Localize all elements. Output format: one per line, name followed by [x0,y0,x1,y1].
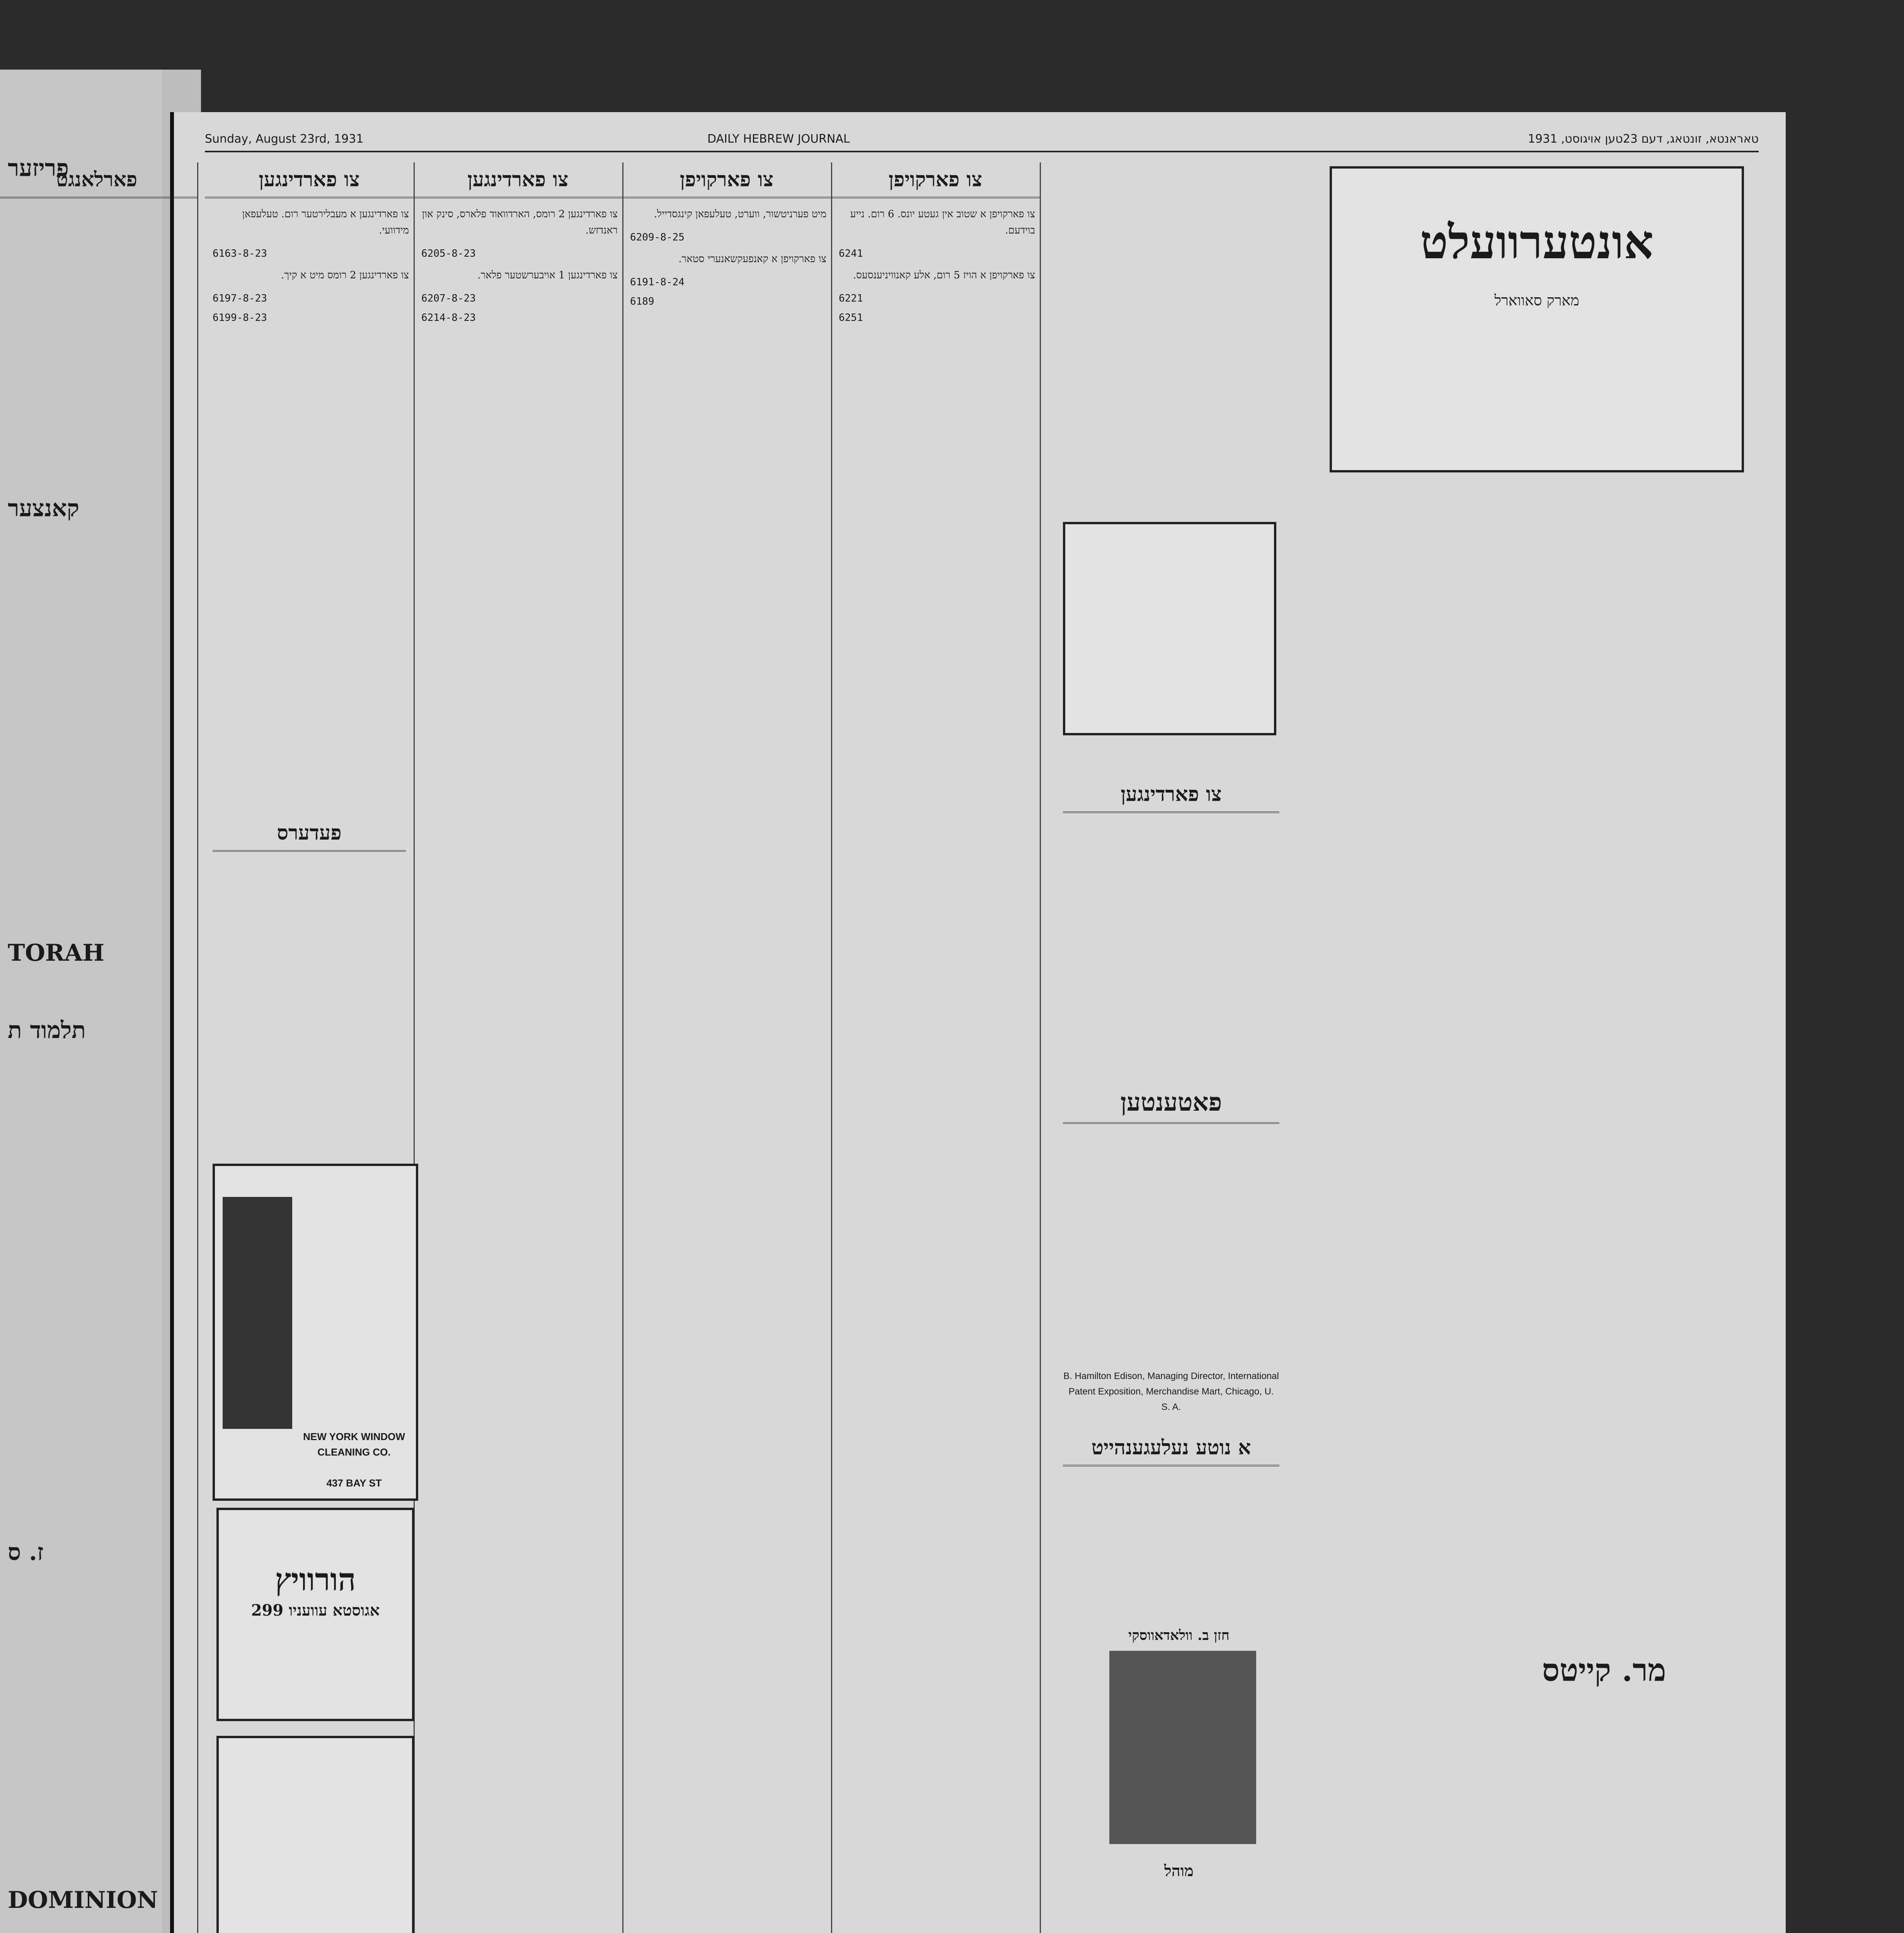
column-for-sale-1 [831,162,1041,1933]
opportunity-header: א נוטע נעלעגענהייט [1063,1430,1279,1466]
column-header: צו פארדינגען [414,162,622,198]
edge-fragment: DOMINION [8,1887,158,1914]
ad-number: 6207-8-23 [421,293,476,304]
ad-number: 6221 [839,293,863,304]
ad-number: 6197-8-23 [213,293,267,304]
column-header: פארלאנגט [0,162,197,198]
cantor-name: חזן ב. וולאדאווסקי [1128,1627,1230,1643]
cantor-caption: מוהל [1164,1862,1194,1880]
cleaning-address: 437 BAY ST [326,1477,382,1489]
classified-entry: מיט פערניטשור, ווערט, טעלעפאן קינגסדייל. [654,208,826,220]
horowitz-name: הורוויץ [275,1561,356,1598]
ticket-office-ad [216,1736,414,1933]
cleaning-ad [213,1164,418,1501]
column-header: צו פארקויפן [622,162,831,198]
classified-entry: צו פארקויפן א הויז 5 רום, אלע קאנוויניענסעס. [853,269,1035,281]
edge-fragment: קאנצער [8,495,80,522]
ad-number: 6241 [839,248,863,259]
classified-entry: צו פארקויפן א שטוב אין געטע יונס. 6 רום. נייע בוידעם. [850,208,1035,236]
cleaning-company-name: NEW YORK WINDOW CLEANING CO. [303,1431,405,1458]
classified-entry: צו פארדינגען 2 רומס, הארדוואוד פלארס, סינק און ראנדזש. [422,208,618,236]
classified-entry: צו פארדינגען 2 רומס מיט א קיך. [281,269,409,281]
column-for-sale-2 [622,162,832,1933]
paper-name: DAILY HEBREW JOURNAL [707,132,850,146]
edge-fragment: תלמוד ת [8,1017,86,1044]
notice-box [1063,522,1276,735]
ad-number: 6189 [630,296,654,307]
column-for-rent-1 [414,162,623,1933]
column-header: צו פארקויפן [831,162,1040,198]
keats-title: מר. קייטס [1542,1652,1666,1688]
ad-number: 6163-8-23 [213,248,267,259]
edge-fragment: ז. ס [8,1539,44,1566]
edge-fragment: TORAH [8,939,105,966]
patent-ad-text: B. Hamilton Edison, Managing Director, International Patent Exposition, Merchandise Mart, Chicago, U. S. A. [1063,1371,1279,1412]
horowitz-ad [216,1508,414,1721]
column-header: צו פארדינגען [205,162,414,198]
entertainment-box [1330,166,1744,472]
classified-entry: צו פארדינגען 1 אויבערשטער פלאר. [477,269,618,281]
cantor-photo [1109,1651,1256,1844]
patents-title: פאטענטען [1063,1082,1279,1124]
entertainment-title: אונטערוועלט [1420,215,1654,269]
ad-number: 6209-8-25 [630,232,685,243]
horowitz-address: 299 אגוסטא עוועניו [251,1601,380,1619]
ad-number: 6205-8-23 [421,248,476,259]
column-wanted [0,162,198,1933]
rent-header: צו פארדינגען [1063,777,1279,813]
ad-number: 6199-8-23 [213,312,267,324]
date-yiddish: טאראנטא, זונטאג, דעם 23טען אויגוסט, 1931 [1528,132,1759,146]
ad-number: 6251 [839,312,863,324]
ad-number: 6191-8-24 [630,276,685,288]
ad-number: 6214-8-23 [421,312,476,324]
date-english: Sunday, August 23rd, 1931 [205,132,364,146]
window-cleaner-image [223,1197,292,1429]
classified-entry: צו פארדינגען א מעבלירטער רום. טעלעפאן מידוועי. [242,208,409,236]
classified-entry: צו פארקויפן א קאנפעקשאנערי סטאר. [678,253,826,265]
edge-fragment: פריזער [8,155,69,182]
entertainment-subtitle: מארק סאווארל [1494,292,1579,309]
masthead [205,128,1759,152]
feathers-title: פעדערס [213,816,406,852]
